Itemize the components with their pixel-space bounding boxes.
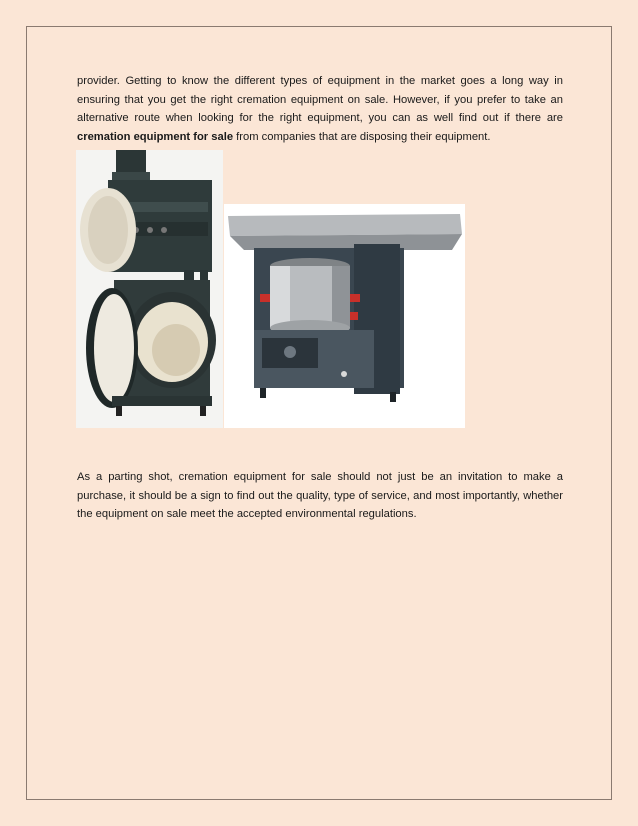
paragraph-text: provider. Getting to know the different types of equipment in the market goes a long way in ensuring that you get the right cremation equipment on sale. However, if you prefer to take an alternative route when looking for the right equipment, you can as well find out if there are bbox=[77, 75, 563, 125]
cremation-processor-photo bbox=[224, 204, 465, 428]
cremation-retort-photo bbox=[76, 150, 223, 428]
paragraph-text-end: from companies that are disposing their equipment. bbox=[233, 130, 491, 143]
closing-paragraph: As a parting shot, cremation equipment for sale should not just be an invitation to make a purchase, it should be a sign to find out the quality, type of service, and most importantly, whether the equipment on sale meet the accepted environmental regulations. bbox=[77, 471, 563, 521]
bold-keyword: cremation equipment for sale bbox=[77, 130, 234, 143]
intro-paragraph bbox=[77, 72, 563, 146]
